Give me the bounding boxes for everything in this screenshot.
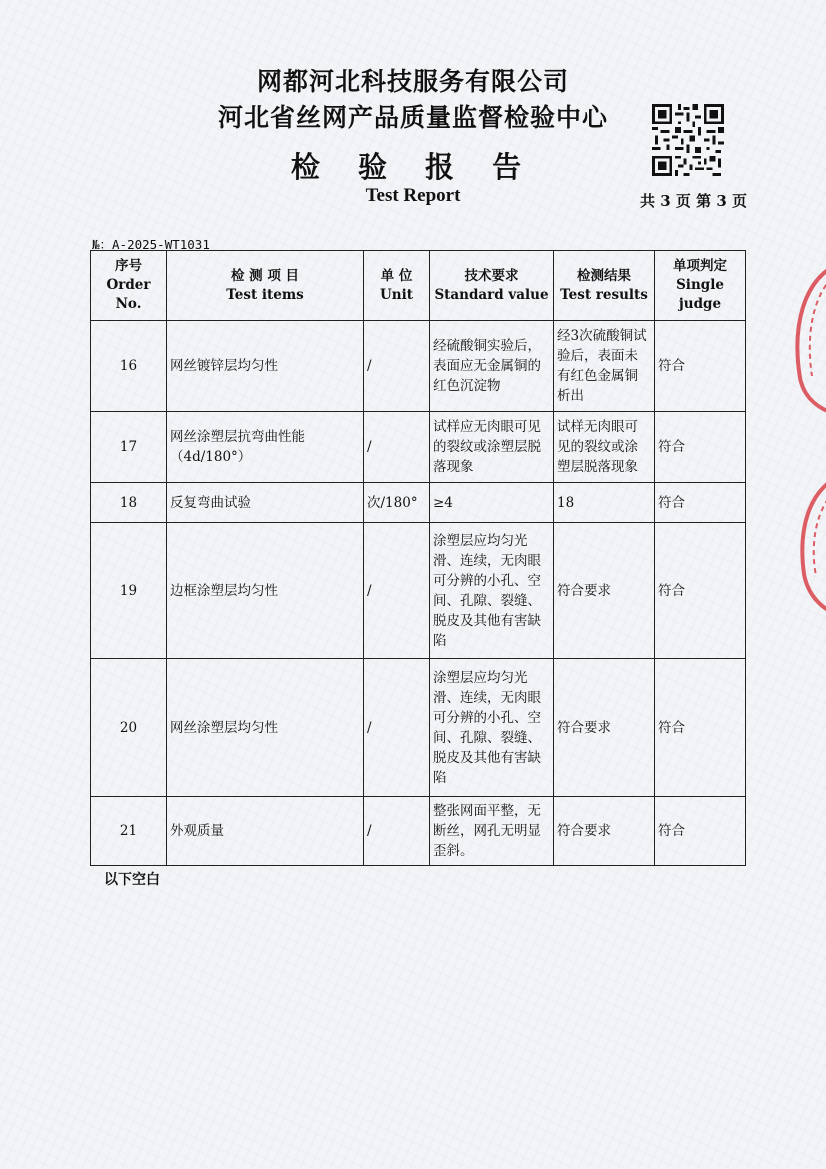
cell-item: 网丝镀锌层均匀性: [167, 321, 364, 412]
cell-order: 17: [91, 412, 167, 483]
cell-unit: /: [364, 321, 430, 412]
cell-standard: ≥4: [430, 483, 554, 523]
cell-judge: 符合: [655, 523, 746, 659]
cell-order: 20: [91, 659, 167, 797]
table-row: [91, 523, 746, 659]
cell-standard: 涂塑层应均匀光滑、连续，无肉眼可分辨的小孔、空间、孔隙、裂缝、脱皮及其他有害缺陷: [430, 523, 554, 659]
table-row: [91, 797, 746, 866]
cell-unit: /: [364, 659, 430, 797]
cell-order: 19: [91, 523, 167, 659]
red-seal-stamp-icon: [782, 258, 826, 418]
table-row: [91, 483, 746, 523]
report-number: №：A-2025-WT1031: [92, 237, 210, 252]
col-header-standard: 技术要求 Standard value: [430, 251, 554, 321]
cell-unit: 次/180°: [364, 483, 430, 523]
inspection-center-name: 河北省丝网产品质量监督检验中心: [217, 103, 608, 132]
cell-result: 符合要求: [554, 797, 655, 866]
cell-order: 21: [91, 797, 167, 866]
table-row: [91, 412, 746, 483]
end-of-content-note: 以下空白: [104, 872, 160, 888]
cell-item: 网丝涂塑层抗弯曲性能（4d/180°）: [167, 412, 364, 483]
cell-item: 边框涂塑层均匀性: [167, 523, 364, 659]
cell-standard: 涂塑层应均匀光滑、连续，无肉眼可分辨的小孔、空间、孔隙、裂缝、脱皮及其他有害缺陷: [430, 659, 554, 797]
cell-result: 试样无肉眼可见的裂纹或涂塑层脱落现象: [554, 412, 655, 483]
company-name: 网都河北科技服务有限公司: [256, 67, 569, 96]
cell-unit: /: [364, 797, 430, 866]
cell-judge: 符合: [655, 797, 746, 866]
cell-result: 符合要求: [554, 523, 655, 659]
col-header-judge: 单项判定 Single judge: [655, 251, 746, 321]
cell-judge: 符合: [655, 412, 746, 483]
cell-item: 网丝涂塑层均匀性: [167, 659, 364, 797]
cell-judge: 符合: [655, 659, 746, 797]
cell-result: 18: [554, 483, 655, 523]
qr-code-icon: [652, 104, 724, 176]
cell-unit: /: [364, 523, 430, 659]
cell-standard: 整张网面平整，无断丝，网孔无明显歪斜。: [430, 797, 554, 866]
report-title-cn: 检 验 报 告: [290, 150, 536, 184]
table-row: [91, 659, 746, 797]
cell-item: 外观质量: [167, 797, 364, 866]
col-header-order: 序号 Order No.: [91, 251, 167, 321]
cell-item: 反复弯曲试验: [167, 483, 364, 523]
table-header-row: [91, 251, 746, 321]
cell-result: 符合要求: [554, 659, 655, 797]
cell-standard: 经硫酸铜实验后，表面应无金属铜的红色沉淀物: [430, 321, 554, 412]
col-header-unit: 单 位 Unit: [364, 251, 430, 321]
col-header-item: 检 测 项 目 Test items: [167, 251, 364, 321]
cell-judge: 符合: [655, 483, 746, 523]
cell-order: 18: [91, 483, 167, 523]
report-title-en: Test Report: [365, 185, 461, 206]
cell-judge: 符合: [655, 321, 746, 412]
cell-standard: 试样应无肉眼可见的裂纹或涂塑层脱落现象: [430, 412, 554, 483]
red-seal-stamp-icon: [782, 470, 826, 620]
table-row: [91, 321, 746, 412]
page-counter: 共 3 页 第 3 页: [640, 192, 747, 210]
cell-result: 经3次硫酸铜试验后，表面未有红色金属铜析出: [554, 321, 655, 412]
col-header-result: 检测结果 Test results: [554, 251, 655, 321]
cell-order: 16: [91, 321, 167, 412]
test-results-table: [90, 250, 746, 866]
cell-unit: /: [364, 412, 430, 483]
